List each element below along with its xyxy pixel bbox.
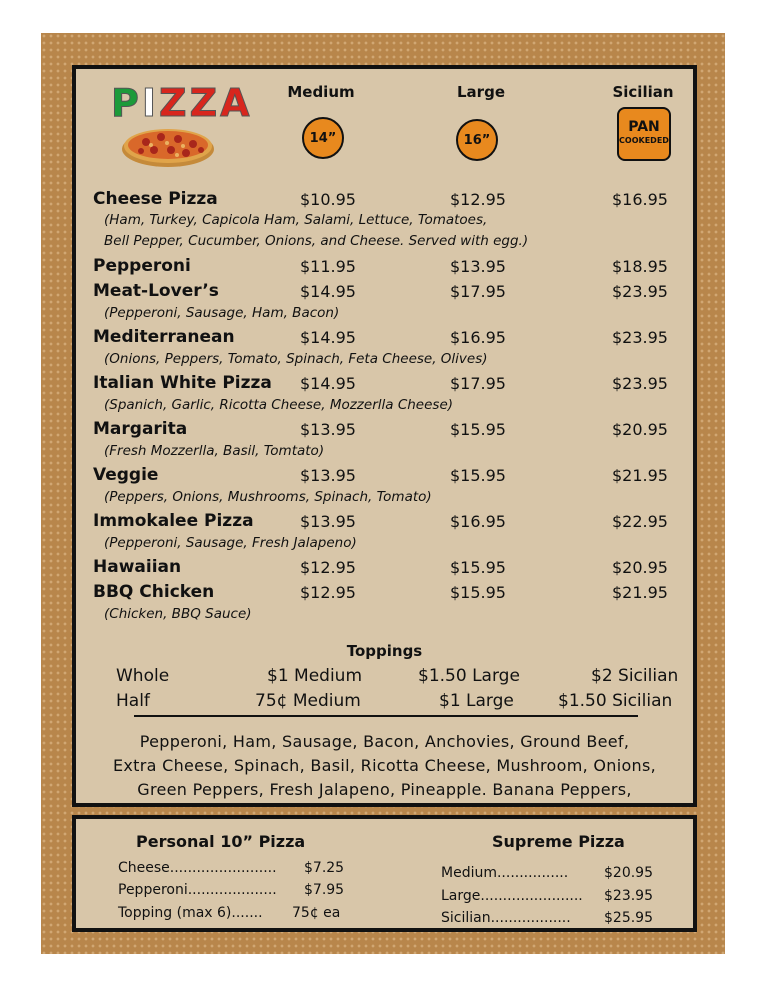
price-sicilian: $21.95 <box>612 466 668 485</box>
menu-item-description: (Peppers, Onions, Mushrooms, Spinach, Tomato) <box>104 489 432 505</box>
price-large: $17.95 <box>450 374 506 393</box>
menu-item-name: Margarita <box>93 419 188 439</box>
price-large: $13.95 <box>450 257 506 276</box>
price-large: $16.95 <box>450 512 506 531</box>
pan-cooked-badge: PAN COOKEDED <box>617 107 671 161</box>
supreme-item-price: $23.95 <box>604 888 653 904</box>
personal-item-label: Cheese........................ <box>118 860 277 876</box>
toppings-price: $1.50 Large <box>418 666 520 686</box>
price-sicilian: $16.95 <box>612 190 668 209</box>
price-medium: $12.95 <box>300 583 356 602</box>
price-medium: $12.95 <box>300 558 356 577</box>
menu-item-description: (Fresh Mozzerlla, Basil, Tomtato) <box>104 443 325 459</box>
menu-item-description: (Pepperoni, Sausage, Fresh Jalapeno) <box>104 535 357 551</box>
toppings-price: $1 Medium <box>267 666 363 686</box>
menu-item-description: (Chicken, BBQ Sauce) <box>104 606 252 622</box>
personal-item-label: Pepperoni.................... <box>118 882 277 898</box>
price-medium: $10.95 <box>300 190 356 209</box>
price-sicilian: $21.95 <box>612 583 668 602</box>
toppings-price: $1 Large <box>439 691 514 711</box>
supreme-pizza-title: Supreme Pizza <box>492 832 625 851</box>
size-badge-medium: 14” <box>302 117 344 159</box>
personal-item-price: $7.95 <box>304 882 345 898</box>
toppings-row-label: Whole <box>116 666 170 686</box>
price-large: $17.95 <box>450 282 506 301</box>
toppings-price: 75¢ Medium <box>255 691 361 711</box>
price-large: $15.95 <box>450 583 506 602</box>
pizza-image <box>121 122 216 168</box>
size-header-sicilian: Sicilian <box>612 83 674 101</box>
menu-item-name: BBQ Chicken <box>93 582 215 602</box>
toppings-price: $1.50 Sicilian <box>558 691 673 711</box>
price-sicilian: $23.95 <box>612 374 668 393</box>
price-sicilian: $20.95 <box>612 420 668 439</box>
toppings-title: Toppings <box>346 642 423 660</box>
menu-item-name: Veggie <box>93 465 159 485</box>
price-medium: $14.95 <box>300 282 356 301</box>
supreme-item-price: $25.95 <box>604 910 653 926</box>
menu-item-name: Pepperoni <box>93 256 191 276</box>
specials-panel <box>72 815 697 932</box>
price-sicilian: $23.95 <box>612 328 668 347</box>
toppings-price: $2 Sicilian <box>591 666 679 686</box>
price-large: $15.95 <box>450 420 506 439</box>
toppings-row-label: Half <box>116 691 150 711</box>
menu-item-description: (Onions, Peppers, Tomato, Spinach, Feta Cheese, Olives) <box>104 351 488 367</box>
main-menu-panel <box>72 65 697 807</box>
price-sicilian: $20.95 <box>612 558 668 577</box>
toppings-list-line: Pepperoni, Ham, Sausage, Bacon, Anchovies, Ground Beef, <box>139 732 630 751</box>
pizza-logo: PIZZA <box>111 81 253 125</box>
price-sicilian: $22.95 <box>612 512 668 531</box>
menu-item-name: Italian White Pizza <box>93 373 272 393</box>
price-sicilian: $18.95 <box>612 257 668 276</box>
price-medium: $13.95 <box>300 512 356 531</box>
menu-item-description: (Spanich, Garlic, Ricotta Cheese, Mozzerlla Cheese) <box>104 397 454 413</box>
menu-item-description: Bell Pepper, Cucumber, Onions, and Cheese. Served with egg.) <box>104 233 529 249</box>
personal-item-price: $7.25 <box>304 860 345 876</box>
menu-item-name: Mediterranean <box>93 327 235 347</box>
menu-item-name: Hawaiian <box>93 557 182 577</box>
menu-item-name: Immokalee Pizza <box>93 511 254 531</box>
menu-item-name: Meat-Lover’s <box>93 281 219 301</box>
price-large: $12.95 <box>450 190 506 209</box>
personal-item-label: Topping (max 6)....... <box>118 905 263 921</box>
price-large: $15.95 <box>450 558 506 577</box>
toppings-list-line: Extra Cheese, Spinach, Basil, Ricotta Cheese, Mushroom, Onions, <box>112 756 657 775</box>
size-header-medium: Medium <box>287 83 355 101</box>
price-medium: $14.95 <box>300 374 356 393</box>
price-medium: $14.95 <box>300 328 356 347</box>
price-medium: $13.95 <box>300 466 356 485</box>
price-large: $16.95 <box>450 328 506 347</box>
personal-item-price: 75¢ ea <box>292 905 341 921</box>
supreme-item-label: Large....................... <box>441 888 583 904</box>
toppings-list-line: Green Peppers, Fresh Jalapeno, Pineapple. Banana Peppers, <box>137 780 632 799</box>
personal-pizza-title: Personal 10” Pizza <box>136 832 306 851</box>
price-sicilian: $23.95 <box>612 282 668 301</box>
size-badge-large: 16” <box>456 119 498 161</box>
size-header-large: Large <box>457 83 505 101</box>
supreme-item-price: $20.95 <box>604 865 653 881</box>
menu-item-description: (Ham, Turkey, Capicola Ham, Salami, Lettuce, Tomatoes, <box>104 212 488 228</box>
price-medium: $11.95 <box>300 257 356 276</box>
price-large: $15.95 <box>450 466 506 485</box>
supreme-item-label: Medium................ <box>441 865 569 881</box>
toppings-divider <box>134 715 638 717</box>
menu-item-description: (Pepperoni, Sausage, Ham, Bacon) <box>104 305 340 321</box>
price-medium: $13.95 <box>300 420 356 439</box>
menu-item-name: Cheese Pizza <box>93 189 218 209</box>
supreme-item-label: Sicilian.................. <box>441 910 571 926</box>
